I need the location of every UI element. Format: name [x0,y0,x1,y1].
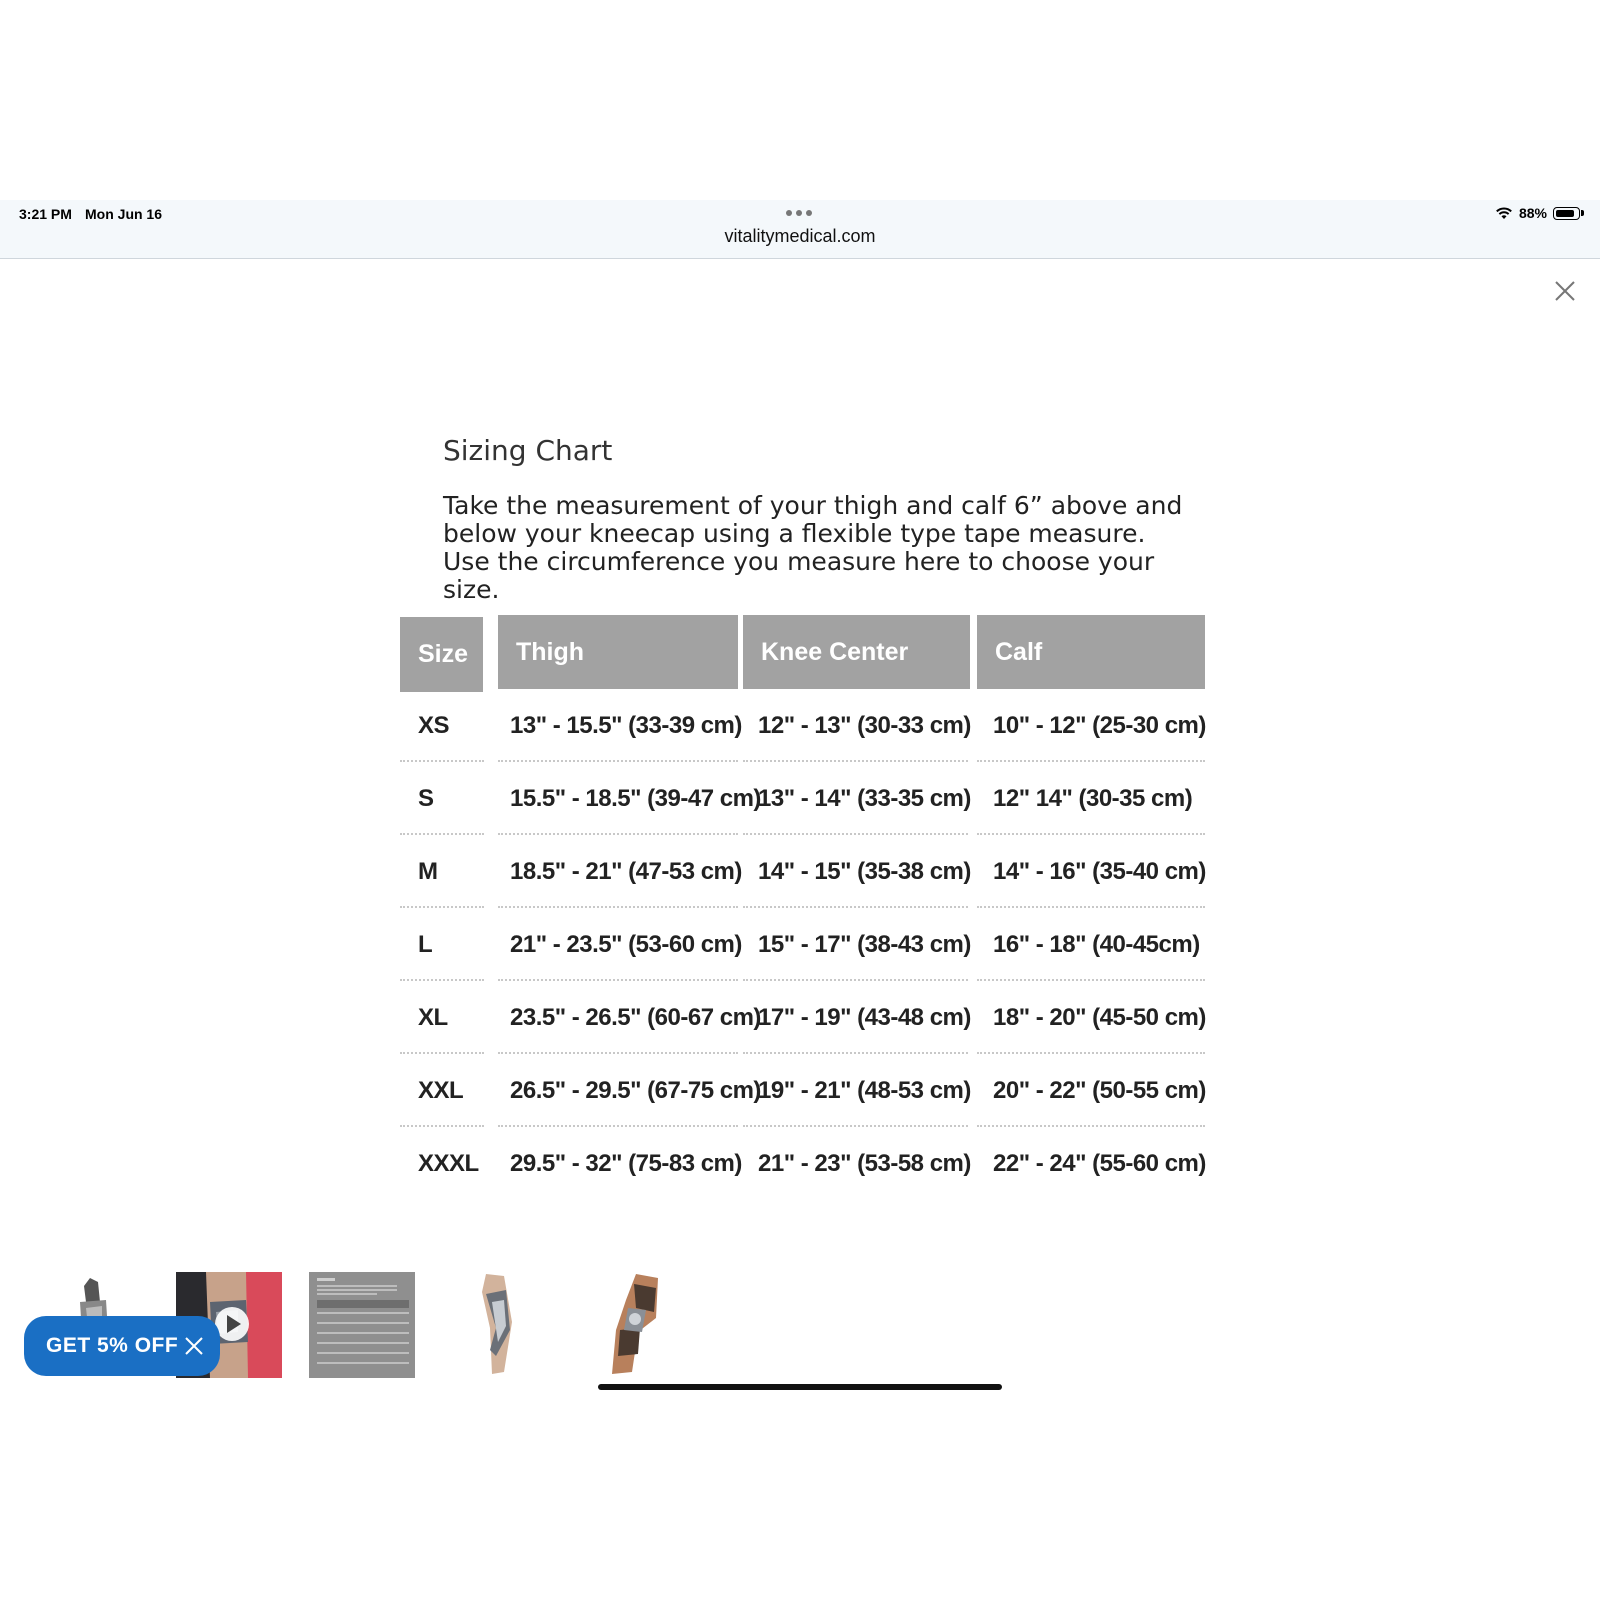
cell-size: XXL [418,1077,464,1104]
row-separator [977,760,1205,762]
header-size: Size [400,617,483,692]
row-separator [400,906,484,908]
row-separator [743,833,968,835]
row-separator [498,906,738,908]
cell-calf: 12" 14" (30-35 cm) [993,785,1193,812]
get-discount-button[interactable] [24,1316,220,1376]
battery-icon [1553,207,1580,220]
row-separator [498,760,738,762]
header-thigh: Thigh [498,615,738,689]
row-separator [977,1052,1205,1054]
row-separator [743,979,968,981]
wifi-icon [1495,206,1513,220]
cell-thigh: 15.5" - 18.5" (39-47 cm) [510,785,761,812]
cell-thigh: 26.5" - 29.5" (67-75 cm) [510,1077,761,1104]
more-options-icon[interactable] [786,210,812,216]
cell-thigh: 21" - 23.5" (53-60 cm) [510,931,742,958]
cell-calf: 14" - 16" (35-40 cm) [993,858,1206,885]
row-separator [400,979,484,981]
sizing-chart-description: Take the measurement of your thigh and calf 6” above and below your kneecap using a flexible type tape measure. Use the circumference you measure here to choose your size. [443,491,1183,604]
cell-calf: 16" - 18" (40-45cm) [993,931,1200,958]
battery-nub [1581,210,1584,216]
cell-knee-center: 12" - 13" (30-33 cm) [758,712,971,739]
cell-size: XXXL [418,1150,479,1177]
cell-calf: 10" - 12" (25-30 cm) [993,712,1206,739]
cell-size: XS [418,712,450,739]
cell-thigh: 13" - 15.5" (33-39 cm) [510,712,742,739]
row-separator [977,906,1205,908]
row-separator [977,833,1205,835]
battery-percentage: 88% [1518,205,1547,221]
cell-thigh: 18.5" - 21" (47-53 cm) [510,858,742,885]
cell-calf: 20" - 22" (50-55 cm) [993,1077,1206,1104]
cell-knee-center: 14" - 15" (35-38 cm) [758,858,971,885]
cell-knee-center: 21" - 23" (53-58 cm) [758,1150,971,1177]
row-separator [743,1052,968,1054]
cell-calf: 18" - 20" (45-50 cm) [993,1004,1206,1031]
cell-size: L [418,931,433,958]
row-separator [400,760,484,762]
row-separator [743,906,968,908]
row-separator [400,1052,484,1054]
row-separator [977,979,1205,981]
cell-thigh: 23.5" - 26.5" (60-67 cm) [510,1004,761,1031]
battery-fill [1556,210,1574,217]
status-date: Mon Jun 16 [85,206,163,222]
row-separator [498,833,738,835]
row-separator [743,760,968,762]
cell-size: XL [418,1004,448,1031]
close-icon[interactable] [1552,278,1578,304]
cell-thigh: 29.5" - 32" (75-83 cm) [510,1150,742,1177]
cell-calf: 22" - 24" (55-60 cm) [993,1150,1206,1177]
status-time: 3:21 PM [19,206,72,222]
cell-knee-center: 13" - 14" (33-35 cm) [758,785,971,812]
row-separator [743,1125,968,1127]
browser-status-bar [0,200,1600,259]
carousel-scroll-indicator [598,1384,1002,1390]
row-separator [498,1125,738,1127]
promo-label[interactable]: GET 5% OFF [46,1334,179,1357]
cell-knee-center: 19" - 21" (48-53 cm) [758,1077,971,1104]
cell-size: M [418,858,438,885]
row-separator [977,1125,1205,1127]
header-knee-center: Knee Center [743,615,970,689]
row-separator [498,979,738,981]
row-separator [400,1125,484,1127]
knee-brace-thumbnail-2[interactable] [446,1272,552,1378]
sizing-chart-title: Sizing Chart [443,434,613,467]
sizing-chart-thumbnail[interactable] [309,1272,415,1378]
cell-knee-center: 17" - 19" (43-48 cm) [758,1004,971,1031]
knee-brace-thumbnail-3[interactable] [576,1272,682,1378]
status-right [1495,205,1584,221]
url-address[interactable]: vitalitymedical.com [724,226,876,246]
header-calf: Calf [977,615,1205,689]
row-separator [400,833,484,835]
row-separator [498,1052,738,1054]
cell-knee-center: 15" - 17" (38-43 cm) [758,931,971,958]
cell-size: S [418,785,434,812]
promo-close-icon[interactable] [184,1336,204,1356]
